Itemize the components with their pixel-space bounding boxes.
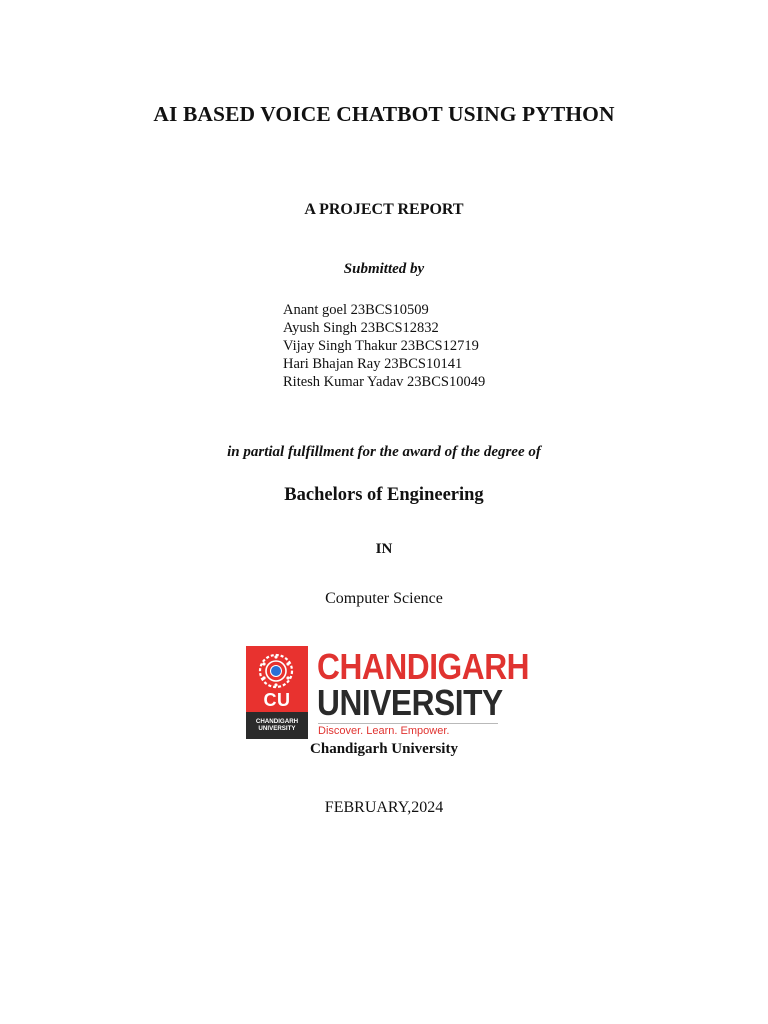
university-logo <box>246 646 530 740</box>
submitted-by-label: Submitted by <box>343 261 425 277</box>
logo-badge-caption-line: CHANDIGARH <box>255 718 299 725</box>
branch-name: Computer Science <box>325 590 443 607</box>
logo-badge-text: CU <box>263 690 291 710</box>
logo-wordmark-bottom: UNIVERSITY <box>317 682 503 723</box>
logo-divider <box>318 723 498 724</box>
author-list <box>283 301 485 391</box>
logo-tagline: Discover. Learn. Empower. <box>318 725 450 737</box>
report-title: AI BASED VOICE CHATBOT USING PYTHON <box>153 102 615 126</box>
in-label: IN <box>375 541 393 557</box>
degree-name: Bachelors of Engineering <box>284 485 484 505</box>
submission-date: FEBRUARY,2024 <box>324 799 444 816</box>
author-item: Anant goel 23BCS10509 <box>283 302 429 318</box>
fulfilment-statement: in partial fulfillment for the award of the degree of <box>227 444 541 460</box>
logo-badge-caption-line: UNIVERSITY <box>258 725 296 732</box>
author-item: Ritesh Kumar Yadav 23BCS10049 <box>283 374 486 390</box>
report-subtitle: A PROJECT REPORT <box>304 201 464 218</box>
author-item: Hari Bhajan Ray 23BCS10141 <box>283 356 463 372</box>
university-name: Chandigarh University <box>310 741 458 757</box>
logo-wordmark-top: CHANDIGARH <box>317 646 530 687</box>
author-item: Ayush Singh 23BCS12832 <box>283 320 439 336</box>
logo-badge <box>246 646 308 739</box>
logo-badge-caption <box>246 718 308 732</box>
emblem-icon <box>254 651 298 691</box>
author-item: Vijay Singh Thakur 23BCS12719 <box>283 338 479 354</box>
